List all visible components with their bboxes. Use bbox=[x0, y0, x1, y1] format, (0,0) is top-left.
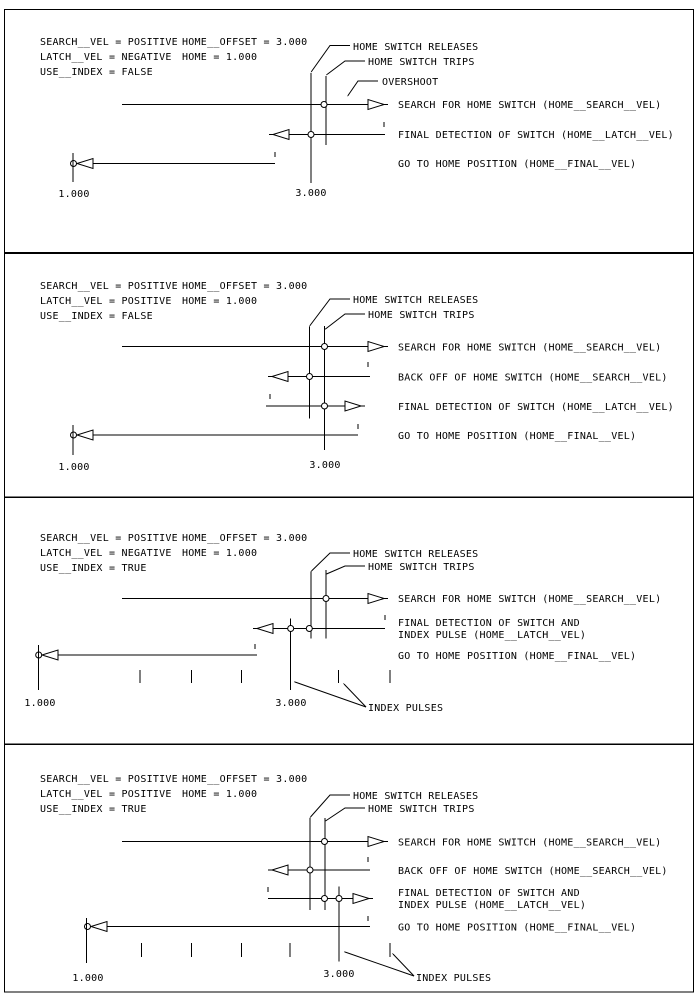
callout-label: OVERSHOOT bbox=[382, 77, 439, 88]
callout-label: HOME SWITCH TRIPS bbox=[368, 57, 475, 68]
event-marker-circle bbox=[307, 867, 313, 873]
param-text: HOME__OFFSET = 3.000 bbox=[182, 37, 308, 48]
move-label: GO TO HOME POSITION (HOME__FINAL__VEL) bbox=[398, 431, 637, 442]
param-text: USE__INDEX = TRUE bbox=[40, 563, 147, 574]
scale-value: 3.000 bbox=[275, 698, 307, 709]
callout-leader bbox=[312, 46, 351, 72]
move-label: BACK OFF OF HOME SWITCH (HOME__SEARCH__VEL) bbox=[398, 372, 668, 384]
move-label: SEARCH FOR HOME SWITCH (HOME__SEARCH__VEL) bbox=[398, 342, 662, 354]
callout-label: HOME SWITCH RELEASES bbox=[353, 791, 479, 802]
param-text: HOME__OFFSET = 3.000 bbox=[182, 774, 308, 785]
panel-2-search-pos-latch-pos-no-index bbox=[5, 254, 694, 498]
param-text: SEARCH__VEL = POSITIVE bbox=[40, 37, 178, 48]
param-text: USE__INDEX = TRUE bbox=[40, 804, 147, 815]
move-arrowhead bbox=[368, 100, 384, 110]
event-marker-circle bbox=[322, 403, 328, 409]
param-text: LATCH__VEL = POSITIVE bbox=[40, 296, 172, 307]
index-pulse-pointer bbox=[345, 952, 414, 976]
move-arrowhead bbox=[368, 342, 384, 352]
param-text: HOME = 1.000 bbox=[182, 548, 258, 559]
param-text: HOME = 1.000 bbox=[182, 296, 258, 307]
callout-label: HOME SWITCH RELEASES bbox=[353, 42, 479, 53]
callout-leader bbox=[326, 808, 366, 821]
scale-value: 1.000 bbox=[58, 189, 90, 200]
scale-value: 1.000 bbox=[72, 973, 104, 984]
param-text: HOME__OFFSET = 3.000 bbox=[182, 533, 308, 544]
move-arrowhead bbox=[91, 922, 107, 932]
event-marker-circle bbox=[307, 374, 313, 380]
panel-1-search-pos-latch-neg-no-index bbox=[5, 10, 694, 253]
scale-value: 3.000 bbox=[295, 188, 327, 199]
move-label: GO TO HOME POSITION (HOME__FINAL__VEL) bbox=[398, 922, 637, 934]
move-label: BACK OFF OF HOME SWITCH (HOME__SEARCH__VEL) bbox=[398, 866, 668, 877]
param-text: USE__INDEX = FALSE bbox=[40, 67, 153, 78]
move-arrowhead bbox=[272, 865, 288, 875]
callout-leader bbox=[327, 61, 365, 75]
callout-label: HOME SWITCH RELEASES bbox=[353, 295, 479, 306]
move-arrowhead bbox=[77, 159, 93, 169]
move-label: SEARCH FOR HOME SWITCH (HOME__SEARCH__VEL) bbox=[398, 837, 662, 849]
move-label: FINAL DETECTION OF SWITCH (HOME__LATCH__VEL) bbox=[398, 130, 674, 141]
event-marker-circle bbox=[322, 344, 328, 350]
callout-leader bbox=[311, 795, 351, 817]
param-text: USE__INDEX = FALSE bbox=[40, 311, 153, 322]
callout-leader bbox=[348, 81, 378, 96]
move-label: SEARCH FOR HOME SWITCH (HOME__SEARCH__VEL) bbox=[398, 594, 662, 605]
callout-leader bbox=[312, 553, 351, 571]
param-text: LATCH__VEL = NEGATIVE bbox=[40, 548, 172, 559]
event-marker-circle bbox=[336, 896, 342, 902]
param-text: HOME = 1.000 bbox=[182, 789, 258, 800]
move-label: FINAL DETECTION OF SWITCH (HOME__LATCH__VEL) bbox=[398, 402, 674, 413]
param-text: SEARCH__VEL = POSITIVE bbox=[40, 533, 178, 544]
move-arrowhead bbox=[272, 372, 288, 382]
scale-value: 1.000 bbox=[58, 462, 90, 473]
event-marker-circle bbox=[306, 626, 312, 632]
index-pulses-label: INDEX PULSES bbox=[416, 973, 492, 984]
event-marker-circle bbox=[288, 626, 294, 632]
index-pulses-label: INDEX PULSES bbox=[368, 703, 444, 714]
event-marker-circle bbox=[308, 132, 314, 138]
move-arrowhead bbox=[345, 401, 361, 411]
panel-4-search-pos-latch-pos-index bbox=[5, 745, 694, 993]
callout-leader bbox=[327, 566, 366, 574]
param-text: LATCH__VEL = NEGATIVE bbox=[40, 52, 172, 63]
move-arrowhead bbox=[368, 594, 384, 604]
move-arrowhead bbox=[353, 894, 369, 904]
callout-label: HOME SWITCH TRIPS bbox=[368, 804, 475, 815]
callout-label: HOME SWITCH RELEASES bbox=[353, 549, 479, 560]
move-label: FINAL DETECTION OF SWITCH AND bbox=[398, 618, 580, 629]
param-text: HOME = 1.000 bbox=[182, 52, 258, 63]
param-text: HOME__OFFSET = 3.000 bbox=[182, 281, 308, 292]
scale-value: 1.000 bbox=[24, 698, 56, 709]
move-arrowhead bbox=[273, 130, 289, 140]
move-arrowhead bbox=[368, 837, 384, 847]
event-marker-circle bbox=[323, 596, 329, 602]
move-label: FINAL DETECTION OF SWITCH AND bbox=[398, 888, 580, 899]
move-arrowhead bbox=[42, 650, 58, 660]
param-text: SEARCH__VEL = POSITIVE bbox=[40, 774, 178, 785]
scale-value: 3.000 bbox=[323, 969, 355, 980]
callout-leader bbox=[326, 314, 366, 329]
param-text: SEARCH__VEL = POSITIVE bbox=[40, 281, 178, 292]
move-label: INDEX PULSE (HOME__LATCH__VEL) bbox=[398, 630, 587, 641]
event-marker-circle bbox=[322, 896, 328, 902]
callout-label: HOME SWITCH TRIPS bbox=[368, 310, 475, 321]
callout-label: HOME SWITCH TRIPS bbox=[368, 562, 475, 573]
move-label: INDEX PULSE (HOME__LATCH__VEL) bbox=[398, 900, 587, 911]
move-label: GO TO HOME POSITION (HOME__FINAL__VEL) bbox=[398, 651, 637, 662]
move-arrowhead bbox=[77, 430, 93, 440]
panel-3-search-pos-latch-neg-index bbox=[5, 498, 694, 745]
move-label: GO TO HOME POSITION (HOME__FINAL__VEL) bbox=[398, 159, 637, 170]
callout-leader bbox=[310, 299, 350, 326]
event-marker-circle bbox=[85, 924, 91, 930]
event-marker-circle bbox=[321, 102, 327, 108]
move-label: SEARCH FOR HOME SWITCH (HOME__SEARCH__VEL) bbox=[398, 100, 662, 111]
scale-value: 3.000 bbox=[309, 460, 341, 471]
move-arrowhead bbox=[257, 624, 273, 634]
event-marker-circle bbox=[322, 839, 328, 845]
param-text: LATCH__VEL = POSITIVE bbox=[40, 789, 172, 800]
